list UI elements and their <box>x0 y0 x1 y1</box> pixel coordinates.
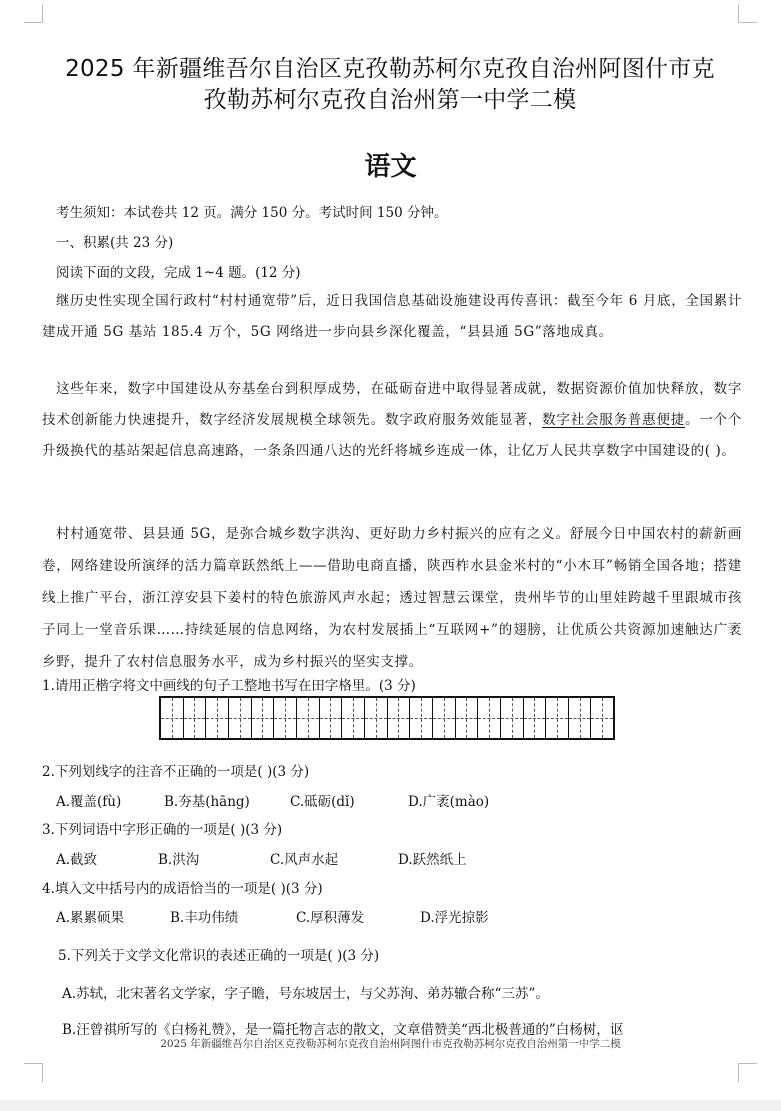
exam-notice: 考生须知：本试卷共 12 页。满分 150 分。考试时间 150 分钟。 <box>56 205 448 221</box>
subject-heading: 语文 <box>364 152 417 182</box>
question-1: 1.请用正楷字将文中画线的句子工整地书写在田字格里。(3 分) <box>42 678 416 694</box>
grid-cell[interactable] <box>478 698 501 738</box>
question-5-option-b: B.汪曾祺所写的《白杨礼赞》，是一篇托物言志的散文，文章借赞美“西北极普通的”白杨树，讴 <box>62 1022 624 1038</box>
passage-paragraph-2 <box>42 374 742 467</box>
question-5-option-a: A.苏轼，北宋著名文学家，字子瞻，号东坡居士，与父苏洵、弟苏辙合称“三苏”。 <box>62 986 549 1002</box>
crop-mark-top-left <box>24 4 43 23</box>
grid-cell[interactable] <box>591 698 613 738</box>
passage-paragraph-2-text-b: 。一个个升级换代的基站架起信息高速路，一条条四通八达的光纤将城乡连成一体，让亿万人民共享数字中国建设的( )。 <box>42 412 743 459</box>
question-2-option-b: B.夯基(hāng) <box>164 794 250 810</box>
crop-mark-top-right <box>738 4 757 23</box>
grid-cell[interactable] <box>274 698 297 738</box>
grid-cell[interactable] <box>501 698 524 738</box>
question-2: 2.下列划线字的注音不正确的一项是( )(3 分) <box>42 764 310 780</box>
page-footer: 2025 年新疆维吾尔自治区克孜勒苏柯尔克孜自治州阿图什市克孜勒苏柯尔克孜自治州第一中学二模 <box>160 1038 621 1050</box>
crop-mark-bottom-left <box>24 1063 43 1082</box>
writing-grid[interactable] <box>159 696 615 740</box>
grid-cell[interactable] <box>365 698 388 738</box>
question-5: 5.下列关于文学文化常识的表述正确的一项是( )(3 分) <box>58 948 380 964</box>
underlined-sentence: 数字社会服务普惠便捷 <box>542 412 686 428</box>
question-3-option-c: C.风声水起 <box>270 852 339 868</box>
question-3-option-d: D.跃然纸上 <box>398 852 467 868</box>
question-4-option-a: A.累累硕果 <box>56 910 125 926</box>
grid-cell[interactable] <box>184 698 207 738</box>
grid-cell[interactable] <box>433 698 456 738</box>
passage-paragraph-1: 继历史性实现全国行政村“村村通宽带”后，近日我国信息基础设施建设再传喜讯：截至今年 6 月底，全国累计建成开通 5G 基站 185.4 万个，5G 网络进一步向县乡深化覆盖，“县县通 5G”落地成真。 <box>42 293 742 340</box>
grid-cell[interactable] <box>161 698 184 738</box>
grid-cell[interactable] <box>206 698 229 738</box>
section-heading: 一、积累(共 23 分) <box>56 235 174 251</box>
exam-title-line-1: 2025 年新疆维吾尔自治区克孜勒苏柯尔克孜自治州阿图什市克 <box>65 56 715 82</box>
grid-cell[interactable] <box>252 698 275 738</box>
exam-title <box>40 54 740 116</box>
question-4-option-b: B.丰功伟绩 <box>170 910 239 926</box>
grid-cell[interactable] <box>456 698 479 738</box>
passage-paragraph-3: 村村通宽带、县县通 5G，是弥合城乡数字洪沟、更好助力乡村振兴的应有之义。舒展今日中国农村的薪新画卷，网络建设所演绎的活力篇章跃然纸上——借助电商直播，陕西柞水县金米村的“小木耳”畅销全国各地；搭建线上推广平台，浙江淳安县下姜村的特色旅游风声水起；透过智慧云课堂，贵州毕节的山里娃跨越千里跟城市孩子同上一堂音乐课……持续延展的信息网络，为农村发展插上“互联网+”的翅膀，让优质公共资源加速触达广袤乡野，提升了农村信息服务水平，成为乡村振兴的坚实支撑。 <box>42 526 742 670</box>
grid-cell[interactable] <box>229 698 252 738</box>
question-2-option-c: C.砥砺(dǐ) <box>290 794 355 810</box>
grid-cell[interactable] <box>320 698 343 738</box>
question-4: 4.填入文中括号内的成语恰当的一项是( )(3 分) <box>42 881 323 897</box>
exam-title-line-2: 孜勒苏柯尔克孜自治州第一中学二模 <box>203 87 577 113</box>
question-4-option-c: C.厚积薄发 <box>296 910 365 926</box>
question-4-option-d: D.浮光掠影 <box>420 910 489 926</box>
grid-cell[interactable] <box>569 698 592 738</box>
grid-cell[interactable] <box>546 698 569 738</box>
reading-instruction: 阅读下面的文段，完成 1~4 题。(12 分) <box>56 265 301 281</box>
question-3-option-b: B.洪沟 <box>158 852 200 868</box>
crop-mark-bottom-right <box>738 1063 757 1082</box>
grid-cell[interactable] <box>524 698 547 738</box>
grid-cell[interactable] <box>297 698 320 738</box>
grid-cell[interactable] <box>342 698 365 738</box>
question-3: 3.下列词语中字形正确的一项是( )(3 分) <box>42 822 283 838</box>
grid-cell[interactable] <box>388 698 411 738</box>
grid-cell[interactable] <box>410 698 433 738</box>
question-2-option-a: A.覆盖(fù) <box>56 794 122 810</box>
question-3-option-a: A.截致 <box>56 852 98 868</box>
question-2-option-d: D.广袤(mào) <box>408 794 490 810</box>
passage-paragraph-2-text-a: 这些年来，数字中国建设从夯基垒台到积厚成势，在砥砺奋进中取得显著成就，数据资源价值加快释放，数字技术创新能力快速提升，数字经济发展规模全球领先。数字政府服务效能显著， <box>42 381 742 428</box>
